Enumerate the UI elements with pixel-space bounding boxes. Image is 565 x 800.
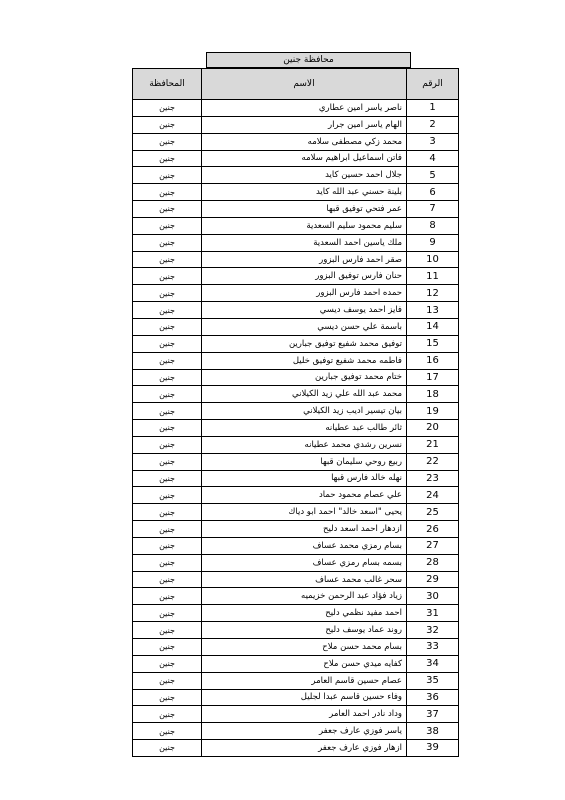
row-governorate-cell: جنين xyxy=(133,521,202,538)
row-name-cell: جلال احمد حسين كايد xyxy=(202,167,407,184)
row-number-cell: 4 xyxy=(407,150,459,167)
table-body xyxy=(133,100,459,757)
row-governorate-cell: جنين xyxy=(133,706,202,723)
row-number-cell: 34 xyxy=(407,655,459,672)
row-name-cell: محمد زكي مصطفى سلامه xyxy=(202,133,407,150)
row-governorate-cell: جنين xyxy=(133,201,202,218)
row-name-cell: ناصر ياسر امين عطاري xyxy=(202,100,407,117)
row-governorate-cell: جنين xyxy=(133,537,202,554)
row-name-cell: حنان فارس توفيق البزور xyxy=(202,268,407,285)
table-header-row xyxy=(133,69,459,100)
table-row xyxy=(133,504,459,521)
table-row xyxy=(133,655,459,672)
row-governorate-cell: جنين xyxy=(133,150,202,167)
row-governorate-cell: جنين xyxy=(133,571,202,588)
row-name-cell: فايز احمد يوسف ديسي xyxy=(202,302,407,319)
table-row xyxy=(133,201,459,218)
row-number-cell: 36 xyxy=(407,689,459,706)
row-name-cell: ملك ياسين احمد السعدية xyxy=(202,234,407,251)
row-number-cell: 15 xyxy=(407,335,459,352)
row-name-cell: صقر احمد فارس البزور xyxy=(202,251,407,268)
row-number-cell: 22 xyxy=(407,453,459,470)
row-number-cell: 37 xyxy=(407,706,459,723)
row-number-cell: 30 xyxy=(407,588,459,605)
table-row xyxy=(133,672,459,689)
table-row xyxy=(133,167,459,184)
row-name-cell: ازدهار احمد اسعد دليح xyxy=(202,521,407,538)
row-governorate-cell: جنين xyxy=(133,487,202,504)
table-row xyxy=(133,706,459,723)
row-number-cell: 33 xyxy=(407,639,459,656)
table-row xyxy=(133,100,459,117)
table-row xyxy=(133,268,459,285)
row-governorate-cell: جنين xyxy=(133,588,202,605)
row-governorate-cell: جنين xyxy=(133,217,202,234)
row-name-cell: وفاء حسين قاسم عبدا لجليل xyxy=(202,689,407,706)
row-number-cell: 1 xyxy=(407,100,459,117)
table-row xyxy=(133,251,459,268)
table-row xyxy=(133,217,459,234)
table-row xyxy=(133,588,459,605)
row-governorate-cell: جنين xyxy=(133,268,202,285)
table-row xyxy=(133,318,459,335)
table-row xyxy=(133,487,459,504)
row-name-cell: حمده احمد فارس البزور xyxy=(202,285,407,302)
row-number-cell: 28 xyxy=(407,554,459,571)
table-row xyxy=(133,420,459,437)
row-governorate-cell: جنين xyxy=(133,639,202,656)
row-governorate-cell: جنين xyxy=(133,251,202,268)
table-row xyxy=(133,285,459,302)
row-governorate-cell: جنين xyxy=(133,167,202,184)
table-row xyxy=(133,639,459,656)
row-number-cell: 19 xyxy=(407,403,459,420)
table-row xyxy=(133,622,459,639)
row-name-cell: احمد مفيد نظمي دليح xyxy=(202,605,407,622)
row-name-cell: بلينة حسني عبد الله كايد xyxy=(202,184,407,201)
table-row xyxy=(133,740,459,757)
row-number-cell: 27 xyxy=(407,537,459,554)
row-governorate-cell: جنين xyxy=(133,723,202,740)
row-name-cell: فاتن اسماعيل ابراهيم سلامه xyxy=(202,150,407,167)
row-governorate-cell: جنين xyxy=(133,672,202,689)
row-governorate-cell: جنين xyxy=(133,133,202,150)
row-name-cell: ياسر فوزي عارف جعفر xyxy=(202,723,407,740)
row-governorate-cell: جنين xyxy=(133,318,202,335)
row-governorate-cell: جنين xyxy=(133,234,202,251)
row-governorate-cell: جنين xyxy=(133,689,202,706)
row-number-cell: 24 xyxy=(407,487,459,504)
row-governorate-cell: جنين xyxy=(133,100,202,117)
row-name-cell: ازهار فوزي عارف جعفر xyxy=(202,740,407,757)
row-number-cell: 20 xyxy=(407,420,459,437)
row-number-cell: 10 xyxy=(407,251,459,268)
column-header-governorate: المحافظة xyxy=(133,69,202,100)
row-name-cell: توفيق محمد شفيع توفيق جبارين xyxy=(202,335,407,352)
table-row xyxy=(133,605,459,622)
row-governorate-cell: جنين xyxy=(133,403,202,420)
names-table xyxy=(132,68,459,757)
row-name-cell: ربيع روحي سليمان قبها xyxy=(202,453,407,470)
row-name-cell: روند عماد يوسف دليح xyxy=(202,622,407,639)
row-name-cell: عمر فتحي توفيق قبها xyxy=(202,201,407,218)
row-name-cell: عصام حسين قاسم العامر xyxy=(202,672,407,689)
table-row xyxy=(133,369,459,386)
row-number-cell: 31 xyxy=(407,605,459,622)
row-governorate-cell: جنين xyxy=(133,622,202,639)
table-row xyxy=(133,352,459,369)
table-row xyxy=(133,537,459,554)
row-name-cell: نسرين رشدي محمد عطيانه xyxy=(202,436,407,453)
row-name-cell: بسام رمزي محمد عساف xyxy=(202,537,407,554)
row-governorate-cell: جنين xyxy=(133,369,202,386)
row-number-cell: 35 xyxy=(407,672,459,689)
table-row xyxy=(133,554,459,571)
row-name-cell: وداد نادر احمد العامر xyxy=(202,706,407,723)
row-number-cell: 8 xyxy=(407,217,459,234)
table-row xyxy=(133,723,459,740)
row-number-cell: 38 xyxy=(407,723,459,740)
row-name-cell: نهله خالد فارس قبها xyxy=(202,470,407,487)
table-row xyxy=(133,386,459,403)
row-name-cell: بيان تيسير اديب زيد الكيلاني xyxy=(202,403,407,420)
row-governorate-cell: جنين xyxy=(133,504,202,521)
table-row xyxy=(133,453,459,470)
row-number-cell: 17 xyxy=(407,369,459,386)
row-number-cell: 21 xyxy=(407,436,459,453)
row-name-cell: ختام محمد توفيق جبارين xyxy=(202,369,407,386)
table-row xyxy=(133,403,459,420)
row-governorate-cell: جنين xyxy=(133,386,202,403)
row-name-cell: محمد عبد الله علي زيد الكيلاني xyxy=(202,386,407,403)
row-number-cell: 13 xyxy=(407,302,459,319)
row-name-cell: بسمه بسام رمزي عساف xyxy=(202,554,407,571)
column-header-number: الرقم xyxy=(407,69,459,100)
row-name-cell: الهام ياسر امين جرار xyxy=(202,116,407,133)
table-row xyxy=(133,335,459,352)
row-governorate-cell: جنين xyxy=(133,420,202,437)
row-governorate-cell: جنين xyxy=(133,740,202,757)
row-name-cell: زياد فؤاد عبد الرحمن خزيميه xyxy=(202,588,407,605)
table-row xyxy=(133,150,459,167)
row-governorate-cell: جنين xyxy=(133,352,202,369)
row-number-cell: 16 xyxy=(407,352,459,369)
table-row xyxy=(133,234,459,251)
row-number-cell: 2 xyxy=(407,116,459,133)
row-governorate-cell: جنين xyxy=(133,605,202,622)
row-number-cell: 5 xyxy=(407,167,459,184)
row-number-cell: 18 xyxy=(407,386,459,403)
row-number-cell: 23 xyxy=(407,470,459,487)
row-governorate-cell: جنين xyxy=(133,554,202,571)
row-number-cell: 26 xyxy=(407,521,459,538)
row-governorate-cell: جنين xyxy=(133,470,202,487)
row-number-cell: 14 xyxy=(407,318,459,335)
row-number-cell: 29 xyxy=(407,571,459,588)
row-number-cell: 12 xyxy=(407,285,459,302)
row-number-cell: 39 xyxy=(407,740,459,757)
row-name-cell: كفايه ميدي حسن ملاح xyxy=(202,655,407,672)
governorate-title: محافظة جنين xyxy=(206,52,411,68)
row-governorate-cell: جنين xyxy=(133,655,202,672)
row-name-cell: علي عصام محمود حماد xyxy=(202,487,407,504)
row-governorate-cell: جنين xyxy=(133,285,202,302)
row-name-cell: بسام محمد حسن ملاح xyxy=(202,639,407,656)
row-number-cell: 7 xyxy=(407,201,459,218)
table-row xyxy=(133,571,459,588)
table-row xyxy=(133,184,459,201)
table-row xyxy=(133,116,459,133)
table-row xyxy=(133,436,459,453)
row-name-cell: سليم محمود سليم السعدية xyxy=(202,217,407,234)
row-governorate-cell: جنين xyxy=(133,453,202,470)
row-number-cell: 3 xyxy=(407,133,459,150)
row-number-cell: 32 xyxy=(407,622,459,639)
row-governorate-cell: جنين xyxy=(133,436,202,453)
table-row xyxy=(133,470,459,487)
table-row xyxy=(133,521,459,538)
row-name-cell: سحر غالب محمد عساف xyxy=(202,571,407,588)
row-name-cell: ثائر طالب عبد عطيانه xyxy=(202,420,407,437)
row-governorate-cell: جنين xyxy=(133,116,202,133)
row-number-cell: 11 xyxy=(407,268,459,285)
row-governorate-cell: جنين xyxy=(133,184,202,201)
row-name-cell: باسمة علي حسن ديسي xyxy=(202,318,407,335)
column-header-name: الاسم xyxy=(202,69,407,100)
row-number-cell: 9 xyxy=(407,234,459,251)
table-row xyxy=(133,689,459,706)
row-name-cell: فاطمه محمد شفيع توفيق خليل xyxy=(202,352,407,369)
row-governorate-cell: جنين xyxy=(133,335,202,352)
table-row xyxy=(133,133,459,150)
row-number-cell: 25 xyxy=(407,504,459,521)
row-number-cell: 6 xyxy=(407,184,459,201)
row-governorate-cell: جنين xyxy=(133,302,202,319)
row-name-cell: يحيى "اسعد خالد" احمد ابو دياك xyxy=(202,504,407,521)
table-row xyxy=(133,302,459,319)
